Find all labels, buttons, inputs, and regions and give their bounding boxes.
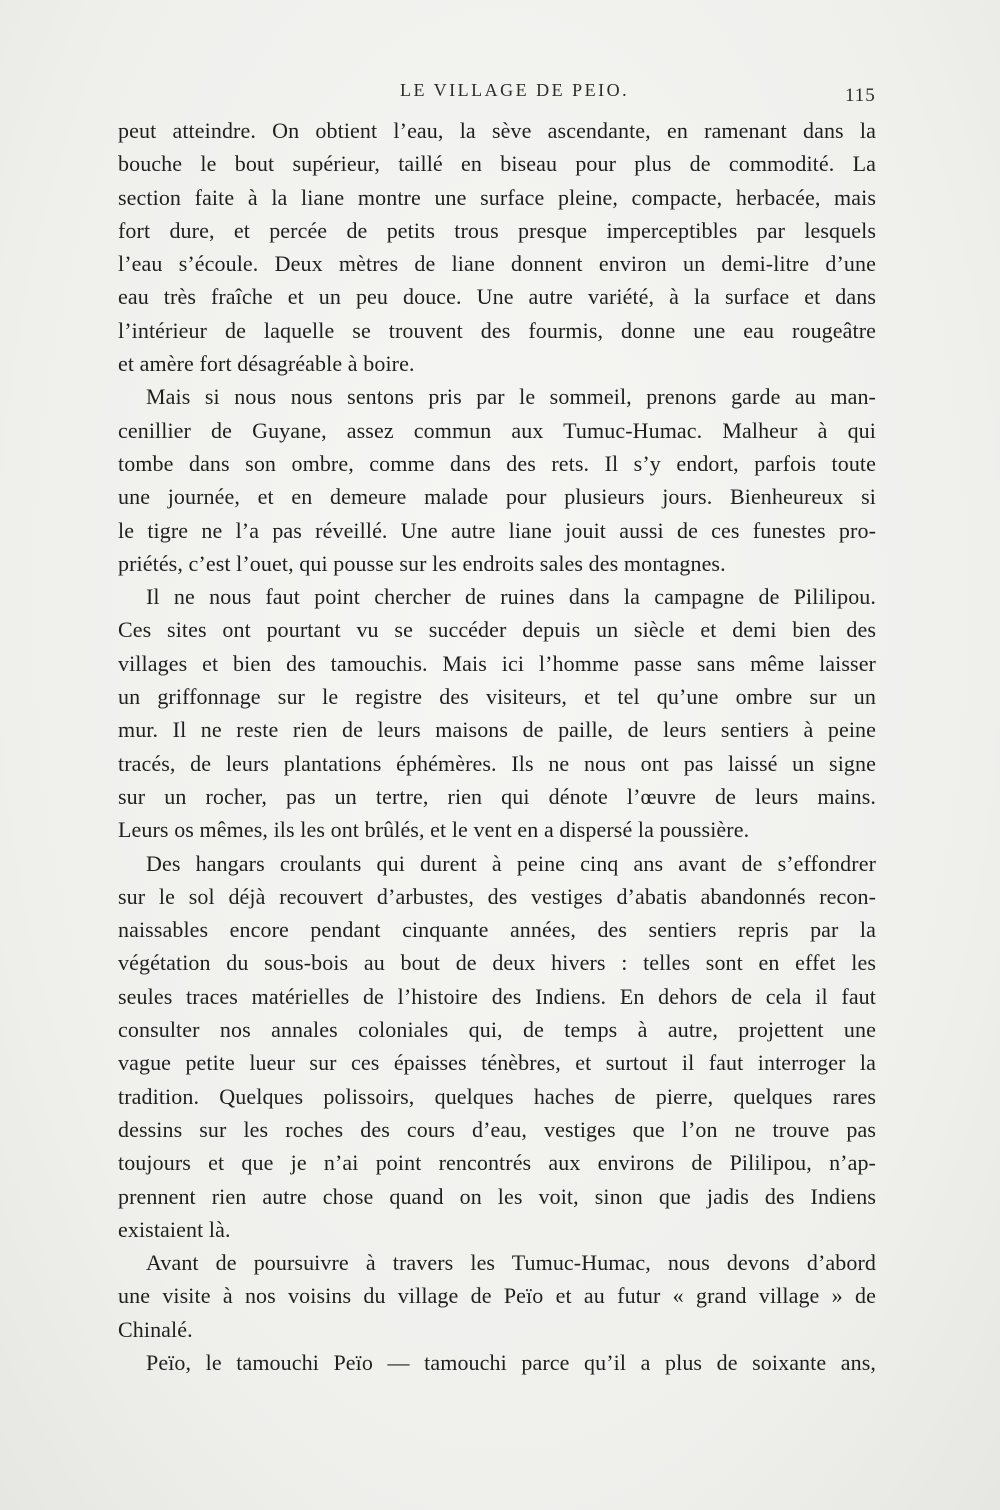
text-line: l’eau s’écoule. Deux mètres de liane donnent environ un demi-litre d’une [118,251,876,277]
text-line: Mais si nous nous sentons pris par le sommeil, prenons garde au man- [146,384,876,410]
text-line: vague petite lueur sur ces épaisses ténèbres, et surtout il faut interroger la [118,1050,876,1076]
text-line: le tigre ne l’a pas réveillé. Une autre liane jouit aussi de ces funestes pro- [118,517,876,543]
text-line: une visite à nos voisins du village de Peïo et au futur « grand village » de [118,1283,876,1309]
text-line: eau très fraîche et un peu douce. Une autre variété, à la surface et dans [118,284,876,310]
text-line: cenillier de Guyane, assez commun aux Tumuc-Humac. Malheur à qui [118,417,876,443]
text-line: tracés, de leurs plantations éphémères. Ils ne nous ont pas laissé un signe [118,750,876,776]
text-line: consulter nos annales coloniales qui, de temps à autre, projettent une [118,1017,876,1043]
text-line: fort dure, et percée de petits trous presque imperceptibles par lesquels [118,217,876,243]
body-text [118,114,876,1379]
paragraph [118,114,876,380]
text-line: un griffonnage sur le registre des visiteurs, et tel qu’une ombre sur un [118,684,876,710]
paragraph [118,1346,876,1379]
text-line: sur un rocher, pas un tertre, rien qui dénote l’œuvre de leurs mains. [118,783,876,809]
paragraph [118,380,876,580]
text-line: tombe dans son ombre, comme dans des rets. Il s’y endort, parfois toute [118,450,876,476]
text-line: Leurs os mêmes, ils les ont brûlés, et le vent en a dispersé la poussière. [118,817,750,843]
text-line: dessins sur les roches des cours d’eau, vestiges que l’on ne trouve pas [118,1116,876,1142]
page-number: 115 [845,85,876,106]
text-line: toujours et que je n’ai point rencontrés aux environs de Pililipou, n’ap- [118,1150,876,1176]
paragraph [118,1246,876,1346]
text-line: prennent rien autre chose quand on les voit, sinon que jadis des Indiens [118,1183,876,1209]
text-line: peut atteindre. On obtient l’eau, la sève ascendante, en ramenant dans la [118,118,876,143]
text-line: tradition. Quelques polissoirs, quelques haches de pierre, quelques rares [118,1083,876,1109]
text-line: Avant de poursuivre à travers les Tumuc-Humac, nous devons d’abord [146,1250,876,1276]
text-line: section faite à la liane montre une surface pleine, compacte, herbacée, mais [118,184,876,210]
text-line: seules traces matérielles de l’histoire des Indiens. En dehors de cela il faut [118,983,876,1009]
text-line: bouche le bout supérieur, taillé en biseau pour plus de commodité. La [118,151,876,177]
text-line: l’intérieur de laquelle se trouvent des fourmis, donne une eau rougeâtre [118,317,876,343]
running-header [0,80,1000,110]
text-line: Peïo, le tamouchi Peïo — tamouchi parce qu’il a plus de soixante ans, [146,1349,876,1375]
text-line: naissables encore pendant cinquante années, des sentiers repris par la [118,917,876,943]
paragraph [118,847,876,1247]
text-line: existaient là. [118,1216,231,1242]
text-line: mur. Il ne reste rien de leurs maisons de paille, de leurs sentiers à peine [118,717,876,743]
text-line: Ces sites ont pourtant vu se succéder depuis un siècle et demi bien des [118,617,876,643]
text-line: sur le sol déjà recouvert d’arbustes, des vestiges d’abatis abandonnés recon- [118,883,876,909]
running-title: LE VILLAGE DE PEIO. [400,80,630,100]
text-line: et amère fort désagréable à boire. [118,351,415,377]
text-line: priétés, c’est l’ouet, qui pousse sur les endroits sales des montagnes. [118,550,726,576]
text-line: une journée, et en demeure malade pour plusieurs jours. Bienheureux si [118,484,876,510]
text-line: villages et bien des tamouchis. Mais ici l’homme passe sans même laisser [118,650,876,676]
paragraph [118,580,876,846]
text-line: Il ne nous faut point chercher de ruines dans la campagne de Pililipou. [146,584,876,610]
text-line: végétation du sous-bois au bout de deux hivers : telles sont en effet les [118,950,876,976]
text-line: Des hangars croulants qui durent à peine cinq ans avant de s’effondrer [146,850,876,876]
text-line: Chinalé. [118,1316,193,1342]
